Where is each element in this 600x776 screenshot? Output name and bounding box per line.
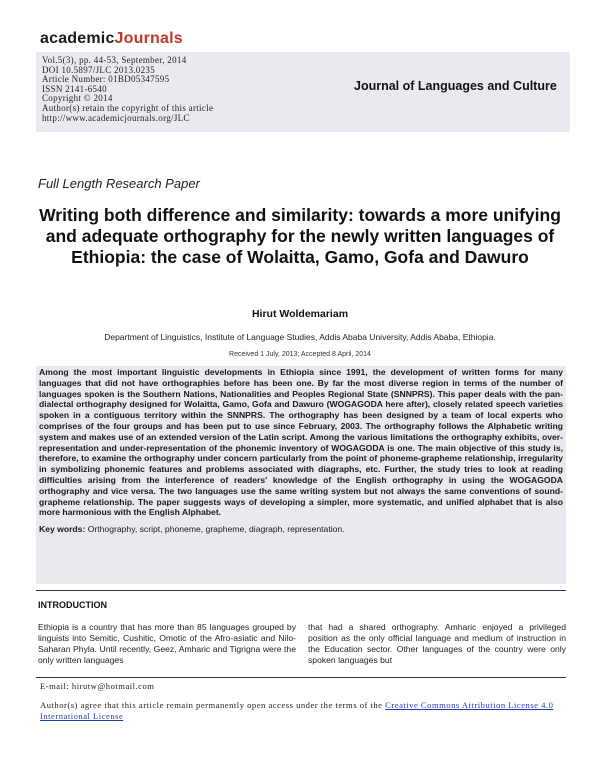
footer-divider	[36, 677, 566, 678]
keywords-list: Orthography, script, phoneme, grapheme, diagraph, representation.	[87, 524, 345, 535]
paper-title: Writing both difference and similarity: towards a more unifying and adequate orthography for the newly written languages of Ethiopia: the case of Wolaitta, Gamo, Gofa and Dawuro	[39, 205, 561, 267]
issn: ISSN 2141-6540	[42, 83, 107, 94]
license-text: Author(s) agree that this article remain permanently open access under the terms of the	[40, 699, 383, 710]
journal-name: Journal of Languages and Culture	[354, 79, 557, 93]
keywords-label: Key words:	[39, 524, 86, 535]
license-link[interactable]: Creative Commons Attribution License 4.0 International License	[40, 699, 554, 721]
logo-text-journals: Journals	[114, 30, 183, 47]
abstract-box	[36, 366, 566, 584]
volume-info: Vol.5(3), pp. 44-53, September, 2014	[42, 55, 187, 65]
author-name: Hirut Woldemariam	[251, 308, 349, 320]
logo-text-academic: academic	[40, 30, 115, 47]
author-affiliation: Department of Linguistics, Institute of Language Studies, Addis Ababa University, Addis Ababa, Ethiopia.	[104, 332, 496, 342]
copyright: Copyright © 2014	[42, 93, 113, 104]
section-heading-introduction: INTRODUCTION	[38, 600, 107, 610]
author-email[interactable]: E-mail: hirutw@hotmail.com	[40, 681, 155, 691]
intro-column-right: that had a shared orthography. Amharic enjoyed a privileged position as the only official language and medium of instruction in the Education sector. Other languages of the country were only spoken languages but	[308, 622, 566, 665]
doi: DOI 10.5897/JLC 2013.0235	[42, 64, 155, 75]
article-metadata	[42, 56, 213, 123]
journal-url[interactable]: http://www.academicjournals.org/JLC	[42, 112, 190, 123]
divider	[36, 590, 566, 591]
article-number: Article Number: 01BD05347595	[42, 74, 170, 85]
rights-statement: Author(s) retain the copyright of this article	[42, 102, 214, 113]
license-statement	[40, 700, 570, 723]
keywords	[39, 524, 563, 535]
publisher-logo	[40, 30, 183, 48]
intro-column-left: Ethiopia is a country that has more than 85 languages grouped by linguists into Semitic, Cushitic, Omotic of the Afro-asiatic and Nilo-Saharan Phyla. Until recently, Geez, Amharic and Tigrigna were the only written languages	[38, 622, 296, 665]
received-dates: Received 1 July, 2013; Accepted 8 April, 2014	[229, 351, 371, 358]
abstract-text: Among the most important linguistic developments in Ethiopia since 1991, the development of written forms for many languages that did not have orthographies before has been one. By far the most diverse region in terms of the number of languages spoken is the Southern Nations, Nationalities and Peoples Regional State (SNNPRS). This paper deals with the pan-dialectal orthography designed for Wolaitta, Gamo, Gofa and Dawuro (WOGAGODA here after), closely related speech varieties spoken in a contiguous territory within the SNNPRS. The orthography has been designed by a team of local experts who comprises of the four groups and has been put to use since February, 2003. The orthography follows the Alphabetic writing system and makes use of an extended version of the Latin script. Among the various limitations the orthography exhibits, over-representation and under-representation of the phonemic inventory of WOGAGODA is one. The main objective of this study is, therefore, to examine the orthography under concern particularly from the point of phoneme-grapheme relationship, irregularity in symbolizing phonemic features and problems associated with diagraphs, etc. Further, the study tries to look at reading difficulties arising from the interference of readers' knowledge of the English orthography in using the WOGAGODA orthography and vice versa. The two languages use the same writing system but not always the same conventions of sound-grapheme relationship. The paper suggests ways of developing a simpler, more systematic, and unified alphabet that is also more harmonious with the English Alphabet.	[39, 367, 563, 518]
footer	[40, 681, 570, 723]
paper-type: Full Length Research Paper	[38, 176, 200, 191]
